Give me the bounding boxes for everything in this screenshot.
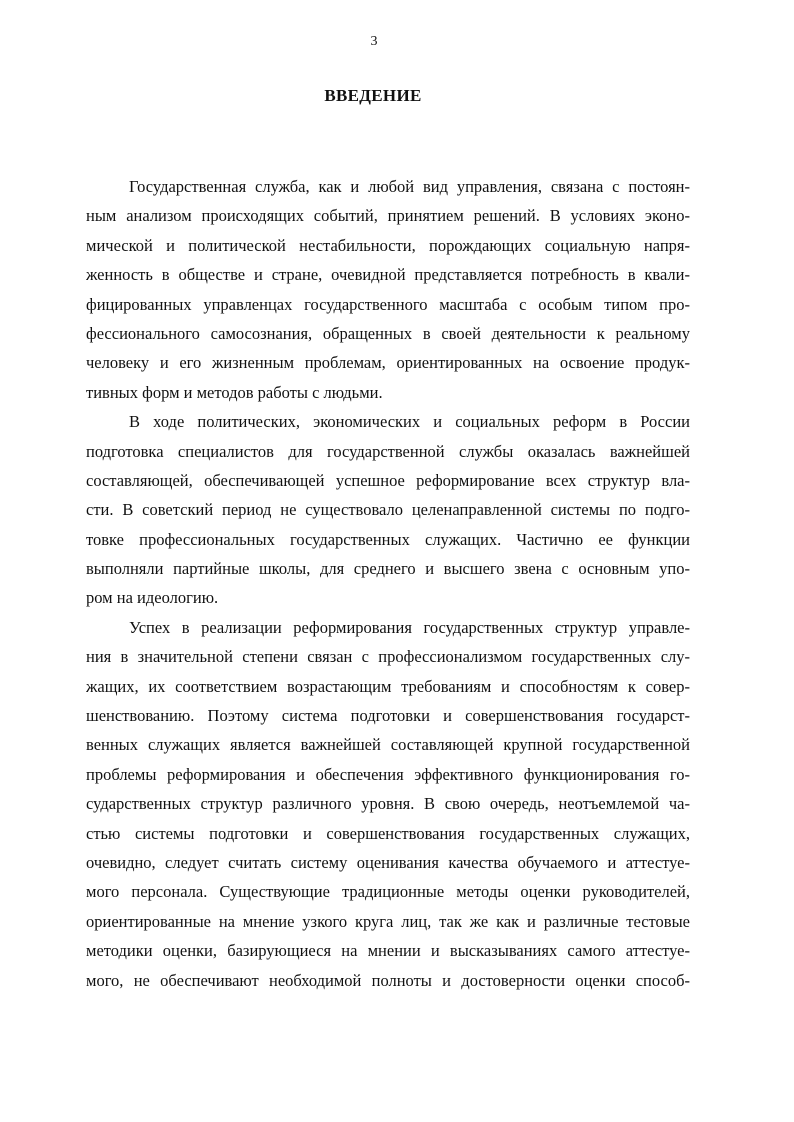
paragraph	[86, 613, 690, 995]
paragraph	[86, 407, 690, 613]
text-line: фессионального самосознания, обращенных в своей деятельности к реальному	[86, 323, 690, 343]
text-line: стью системы подготовки и совершенствования государственных служащих,	[86, 823, 690, 843]
text-line: венных служащих является важнейшей составляющей крупной государственной	[86, 735, 690, 755]
text-line: мого, не обеспечивают необходимой полноты и достоверности оценки способ-	[86, 970, 690, 990]
text-line: человеку и его жизненным проблемам, ориентированных на освоение продук-	[86, 353, 690, 373]
text-line: жащих, их соответствием возрастающим требованиям и способностям к совер-	[86, 676, 690, 696]
text-line: сти. В советский период не существовало целенаправленной системы по подго-	[86, 500, 690, 520]
text-line: фицированных управленцах государственного масштаба с особым типом про-	[86, 294, 690, 314]
text-line: женность в обществе и стране, очевидной представляется потребность в квали-	[86, 265, 690, 285]
text-line: выполняли партийные школы, для среднего и высшего звена с основным упо-	[86, 559, 690, 579]
text-line: ным анализом происходящих событий, принятием решений. В условиях эконо-	[86, 206, 690, 226]
text-line: ром на идеологию.	[86, 588, 219, 608]
text-line: ориентированные на мнение узкого круга лиц, так же как и различные тестовые	[86, 911, 690, 931]
text-line: товке профессиональных государственных служащих. Частично ее функции	[86, 529, 690, 549]
paragraph	[86, 172, 690, 407]
page-number: 3	[370, 34, 378, 49]
text-line: тивных форм и методов работы с людьми.	[86, 382, 383, 402]
section-title: ВВЕДЕНИЕ	[324, 86, 422, 105]
text-line: очевидно, следует считать систему оценивания качества обучаемого и аттестуе-	[86, 852, 690, 872]
text-line: мого персонала. Существующие традиционные методы оценки руководителей,	[86, 882, 690, 902]
text-line: В ходе политических, экономических и социальных реформ в России	[129, 412, 690, 432]
text-line: Успех в реализации реформирования государственных структур управле-	[129, 617, 690, 637]
text-line: сударственных структур различного уровня. В свою очередь, неотъемлемой ча-	[86, 794, 690, 814]
text-line: проблемы реформирования и обеспечения эффективного функционирования го-	[86, 764, 690, 784]
body-text	[86, 172, 690, 995]
text-line: подготовка специалистов для государственной службы оказалась важнейшей	[86, 441, 690, 461]
text-line: мической и политической нестабильности, порождающих социальную напря-	[86, 235, 690, 255]
text-line: шенствованию. Поэтому система подготовки и совершенствования государст-	[86, 706, 690, 726]
text-line: составляющей, обеспечивающей успешное реформирование всех структур вла-	[86, 470, 690, 490]
text-line: Государственная служба, как и любой вид управления, связана с постоян-	[129, 177, 690, 196]
text-line: методики оценки, базирующиеся на мнении и высказываниях самого аттестуе-	[86, 941, 690, 961]
text-line: ния в значительной степени связан с профессионализмом государственных слу-	[86, 647, 690, 667]
